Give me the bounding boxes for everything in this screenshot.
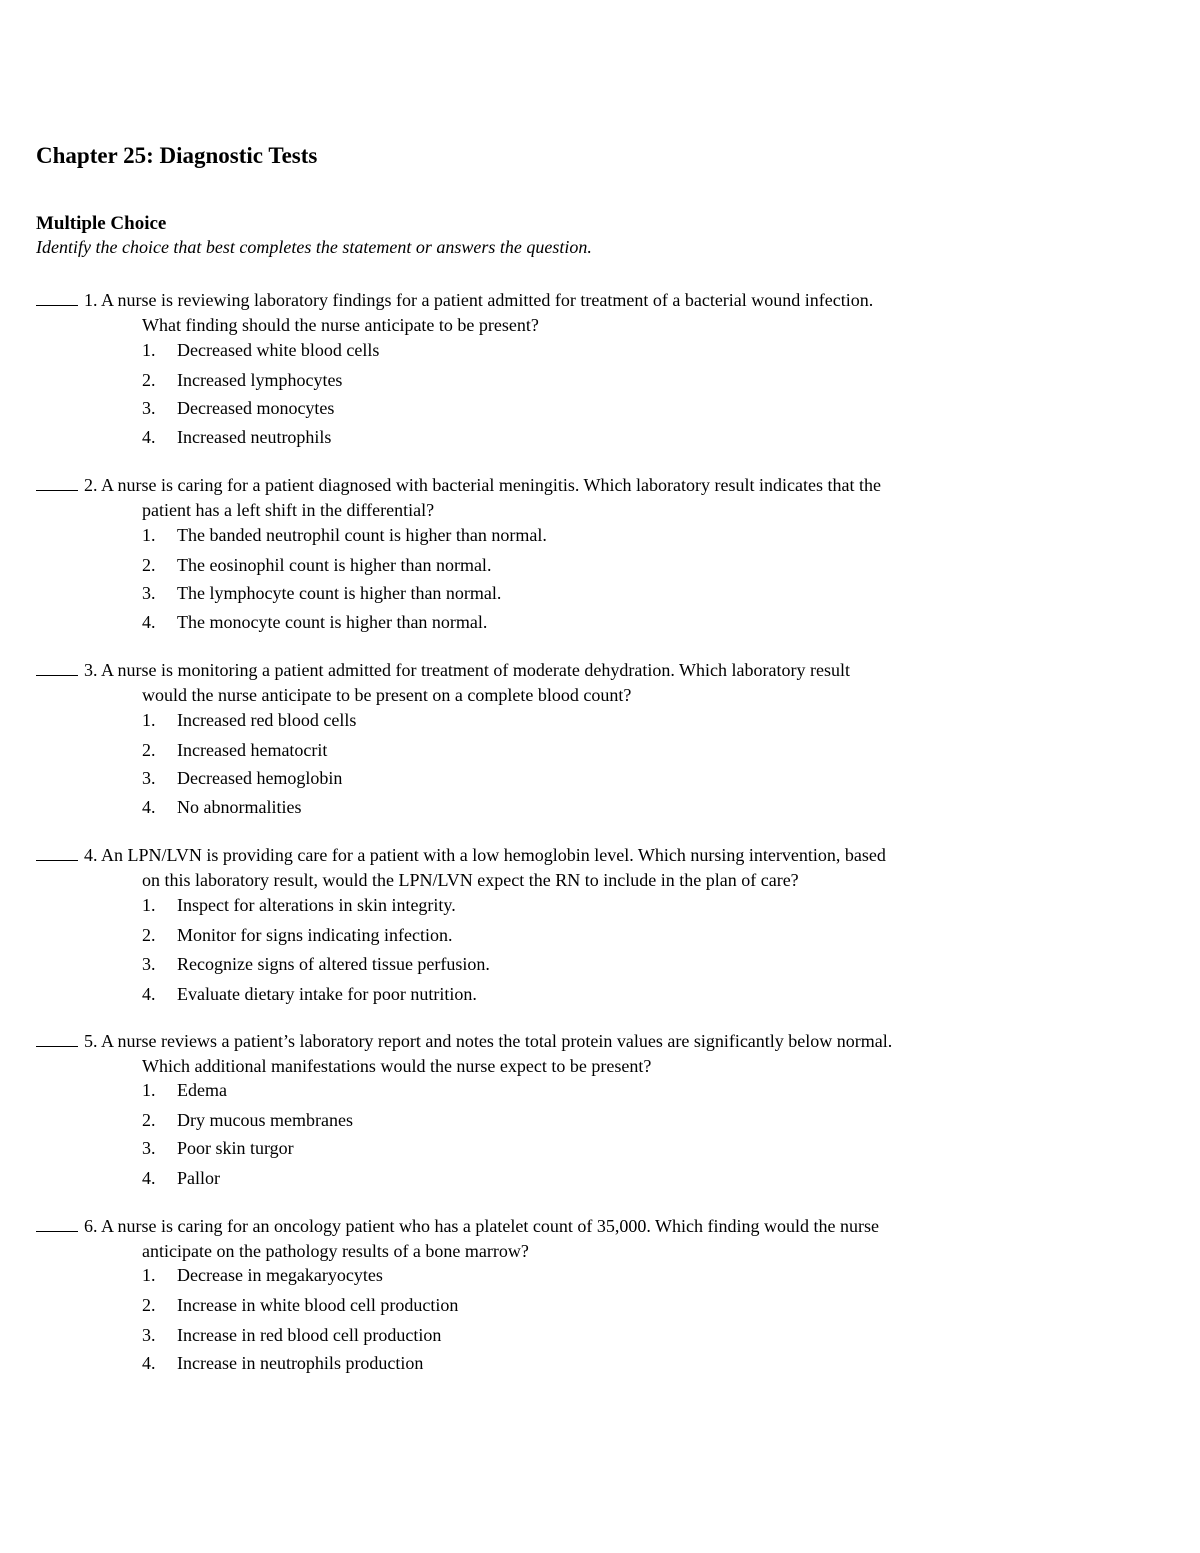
answer-choice: [142, 1323, 441, 1347]
question-stem-text: A nurse is reviewing laboratory findings for a patient admitted for treatment of a bacterial wound infection.: [101, 290, 874, 310]
choice-number: 3.: [142, 954, 156, 974]
answer-choice: [142, 738, 327, 762]
answer-choice: [142, 1078, 227, 1102]
choice-text: Edema: [177, 1080, 227, 1100]
choice-number: 3.: [142, 583, 156, 603]
choice-text: Increased neutrophils: [177, 427, 332, 447]
question-stem-line-1: [36, 473, 881, 497]
choice-text: Monitor for signs indicating infection.: [177, 925, 453, 945]
question-stem-text: An LPN/LVN is providing care for a patient with a low hemoglobin level. Which nursing intervention, based: [101, 845, 886, 865]
choice-text: Increase in white blood cell production: [177, 1295, 459, 1315]
answer-choice: [142, 553, 491, 577]
answer-choice: [142, 952, 490, 976]
choice-number: 2.: [142, 1110, 156, 1130]
choice-number: 1.: [142, 895, 156, 915]
choice-number: 1.: [142, 1080, 156, 1100]
answer-choice: [142, 893, 456, 917]
choice-text: Increase in neutrophils production: [177, 1353, 424, 1373]
answer-choice: [142, 581, 501, 605]
question-stem-text: A nurse is monitoring a patient admitted for treatment of moderate dehydration. Which laboratory result: [101, 660, 850, 680]
choice-text: The eosinophil count is higher than normal.: [177, 555, 492, 575]
choice-text: Increase in red blood cell production: [177, 1325, 442, 1345]
choice-number: 3.: [142, 398, 156, 418]
choice-text: Recognize signs of altered tissue perfusion.: [177, 954, 490, 974]
choice-number: 2.: [142, 740, 156, 760]
answer-choice: [142, 1263, 383, 1287]
question-stem-line-2: would the nurse anticipate to be present on a complete blood count?: [142, 685, 632, 705]
choice-number: 4.: [142, 427, 156, 447]
question-stem-line-2: anticipate on the pathology results of a bone marrow?: [142, 1241, 529, 1261]
choice-text: Dry mucous membranes: [177, 1110, 353, 1130]
answer-choice: [142, 610, 487, 634]
choice-number: 2.: [142, 555, 156, 575]
answer-choice: [142, 396, 334, 420]
instructions: Identify the choice that best completes the statement or answers the question.: [36, 237, 592, 257]
question-number: 2.: [84, 475, 98, 495]
answer-blank[interactable]: [36, 288, 78, 306]
choice-number: 2.: [142, 1295, 156, 1315]
answer-choice: [142, 1136, 294, 1160]
choice-text: Inspect for alterations in skin integrity.: [177, 895, 456, 915]
question-number: 3.: [84, 660, 98, 680]
question-number: 6.: [84, 1216, 98, 1236]
choice-number: 3.: [142, 1325, 156, 1345]
choice-text: Decreased white blood cells: [177, 340, 380, 360]
question-stem-line-2: What finding should the nurse anticipate to be present?: [142, 315, 539, 335]
choice-number: 4.: [142, 1168, 156, 1188]
question-stem-text: A nurse reviews a patient’s laboratory report and notes the total protein values are significantly below normal.: [101, 1031, 893, 1051]
answer-choice: [142, 1108, 353, 1132]
question-stem-line-1: [36, 658, 850, 682]
choice-number: 4.: [142, 612, 156, 632]
question-stem-text: A nurse is caring for a patient diagnosed with bacterial meningitis. Which laboratory result indicates that the: [101, 475, 881, 495]
chapter-title: Chapter 25: Diagnostic Tests: [36, 143, 318, 168]
question-stem-line-1: [36, 1029, 892, 1053]
question-stem-line-1: [36, 288, 873, 312]
choice-number: 3.: [142, 1138, 156, 1158]
choice-text: No abnormalities: [177, 797, 302, 817]
choice-text: Increased hematocrit: [177, 740, 328, 760]
choice-text: The banded neutrophil count is higher than normal.: [177, 525, 547, 545]
answer-choice: [142, 1166, 220, 1190]
answer-choice: [142, 923, 452, 947]
answer-blank[interactable]: [36, 843, 78, 861]
answer-blank[interactable]: [36, 1029, 78, 1047]
choice-number: 1.: [142, 1265, 156, 1285]
choice-number: 4.: [142, 984, 156, 1004]
question-stem-text: A nurse is caring for an oncology patient who has a platelet count of 35,000. Which finding would the nurse: [101, 1216, 880, 1236]
answer-choice: [142, 523, 547, 547]
choice-text: The lymphocyte count is higher than normal.: [177, 583, 502, 603]
answer-choice: [142, 766, 342, 790]
answer-choice: [142, 708, 356, 732]
choice-number: 1.: [142, 340, 156, 360]
choice-text: Evaluate dietary intake for poor nutrition.: [177, 984, 477, 1004]
question-number: 1.: [84, 290, 98, 310]
answer-choice: [142, 338, 379, 362]
answer-choice: [142, 1293, 458, 1317]
choice-text: The monocyte count is higher than normal.: [177, 612, 488, 632]
answer-choice: [142, 982, 477, 1006]
answer-choice: [142, 368, 342, 392]
answer-blank[interactable]: [36, 473, 78, 491]
choice-text: Decrease in megakaryocytes: [177, 1265, 383, 1285]
choice-number: 1.: [142, 525, 156, 545]
choice-number: 1.: [142, 710, 156, 730]
choice-number: 4.: [142, 1353, 156, 1373]
question-number: 5.: [84, 1031, 98, 1051]
choice-text: Increased red blood cells: [177, 710, 357, 730]
answer-blank[interactable]: [36, 1214, 78, 1232]
section-heading: Multiple Choice: [36, 213, 167, 234]
question-stem-line-2: on this laboratory result, would the LPN/LVN expect the RN to include in the plan of care?: [142, 870, 799, 890]
question-stem-line-1: [36, 1214, 879, 1238]
choice-text: Increased lymphocytes: [177, 370, 343, 390]
choice-number: 2.: [142, 925, 156, 945]
choice-text: Pallor: [177, 1168, 220, 1188]
choice-text: Poor skin turgor: [177, 1138, 294, 1158]
question-stem-line-1: [36, 843, 886, 867]
choice-text: Decreased monocytes: [177, 398, 335, 418]
choice-number: 4.: [142, 797, 156, 817]
choice-text: Decreased hemoglobin: [177, 768, 343, 788]
question-number: 4.: [84, 845, 98, 865]
question-stem-line-2: patient has a left shift in the differential?: [142, 500, 435, 520]
choice-number: 3.: [142, 768, 156, 788]
answer-choice: [142, 425, 331, 449]
answer-choice: [142, 795, 301, 819]
question-stem-line-2: Which additional manifestations would the nurse expect to be present?: [142, 1056, 652, 1076]
choice-number: 2.: [142, 370, 156, 390]
answer-choice: [142, 1351, 423, 1375]
answer-blank[interactable]: [36, 658, 78, 676]
